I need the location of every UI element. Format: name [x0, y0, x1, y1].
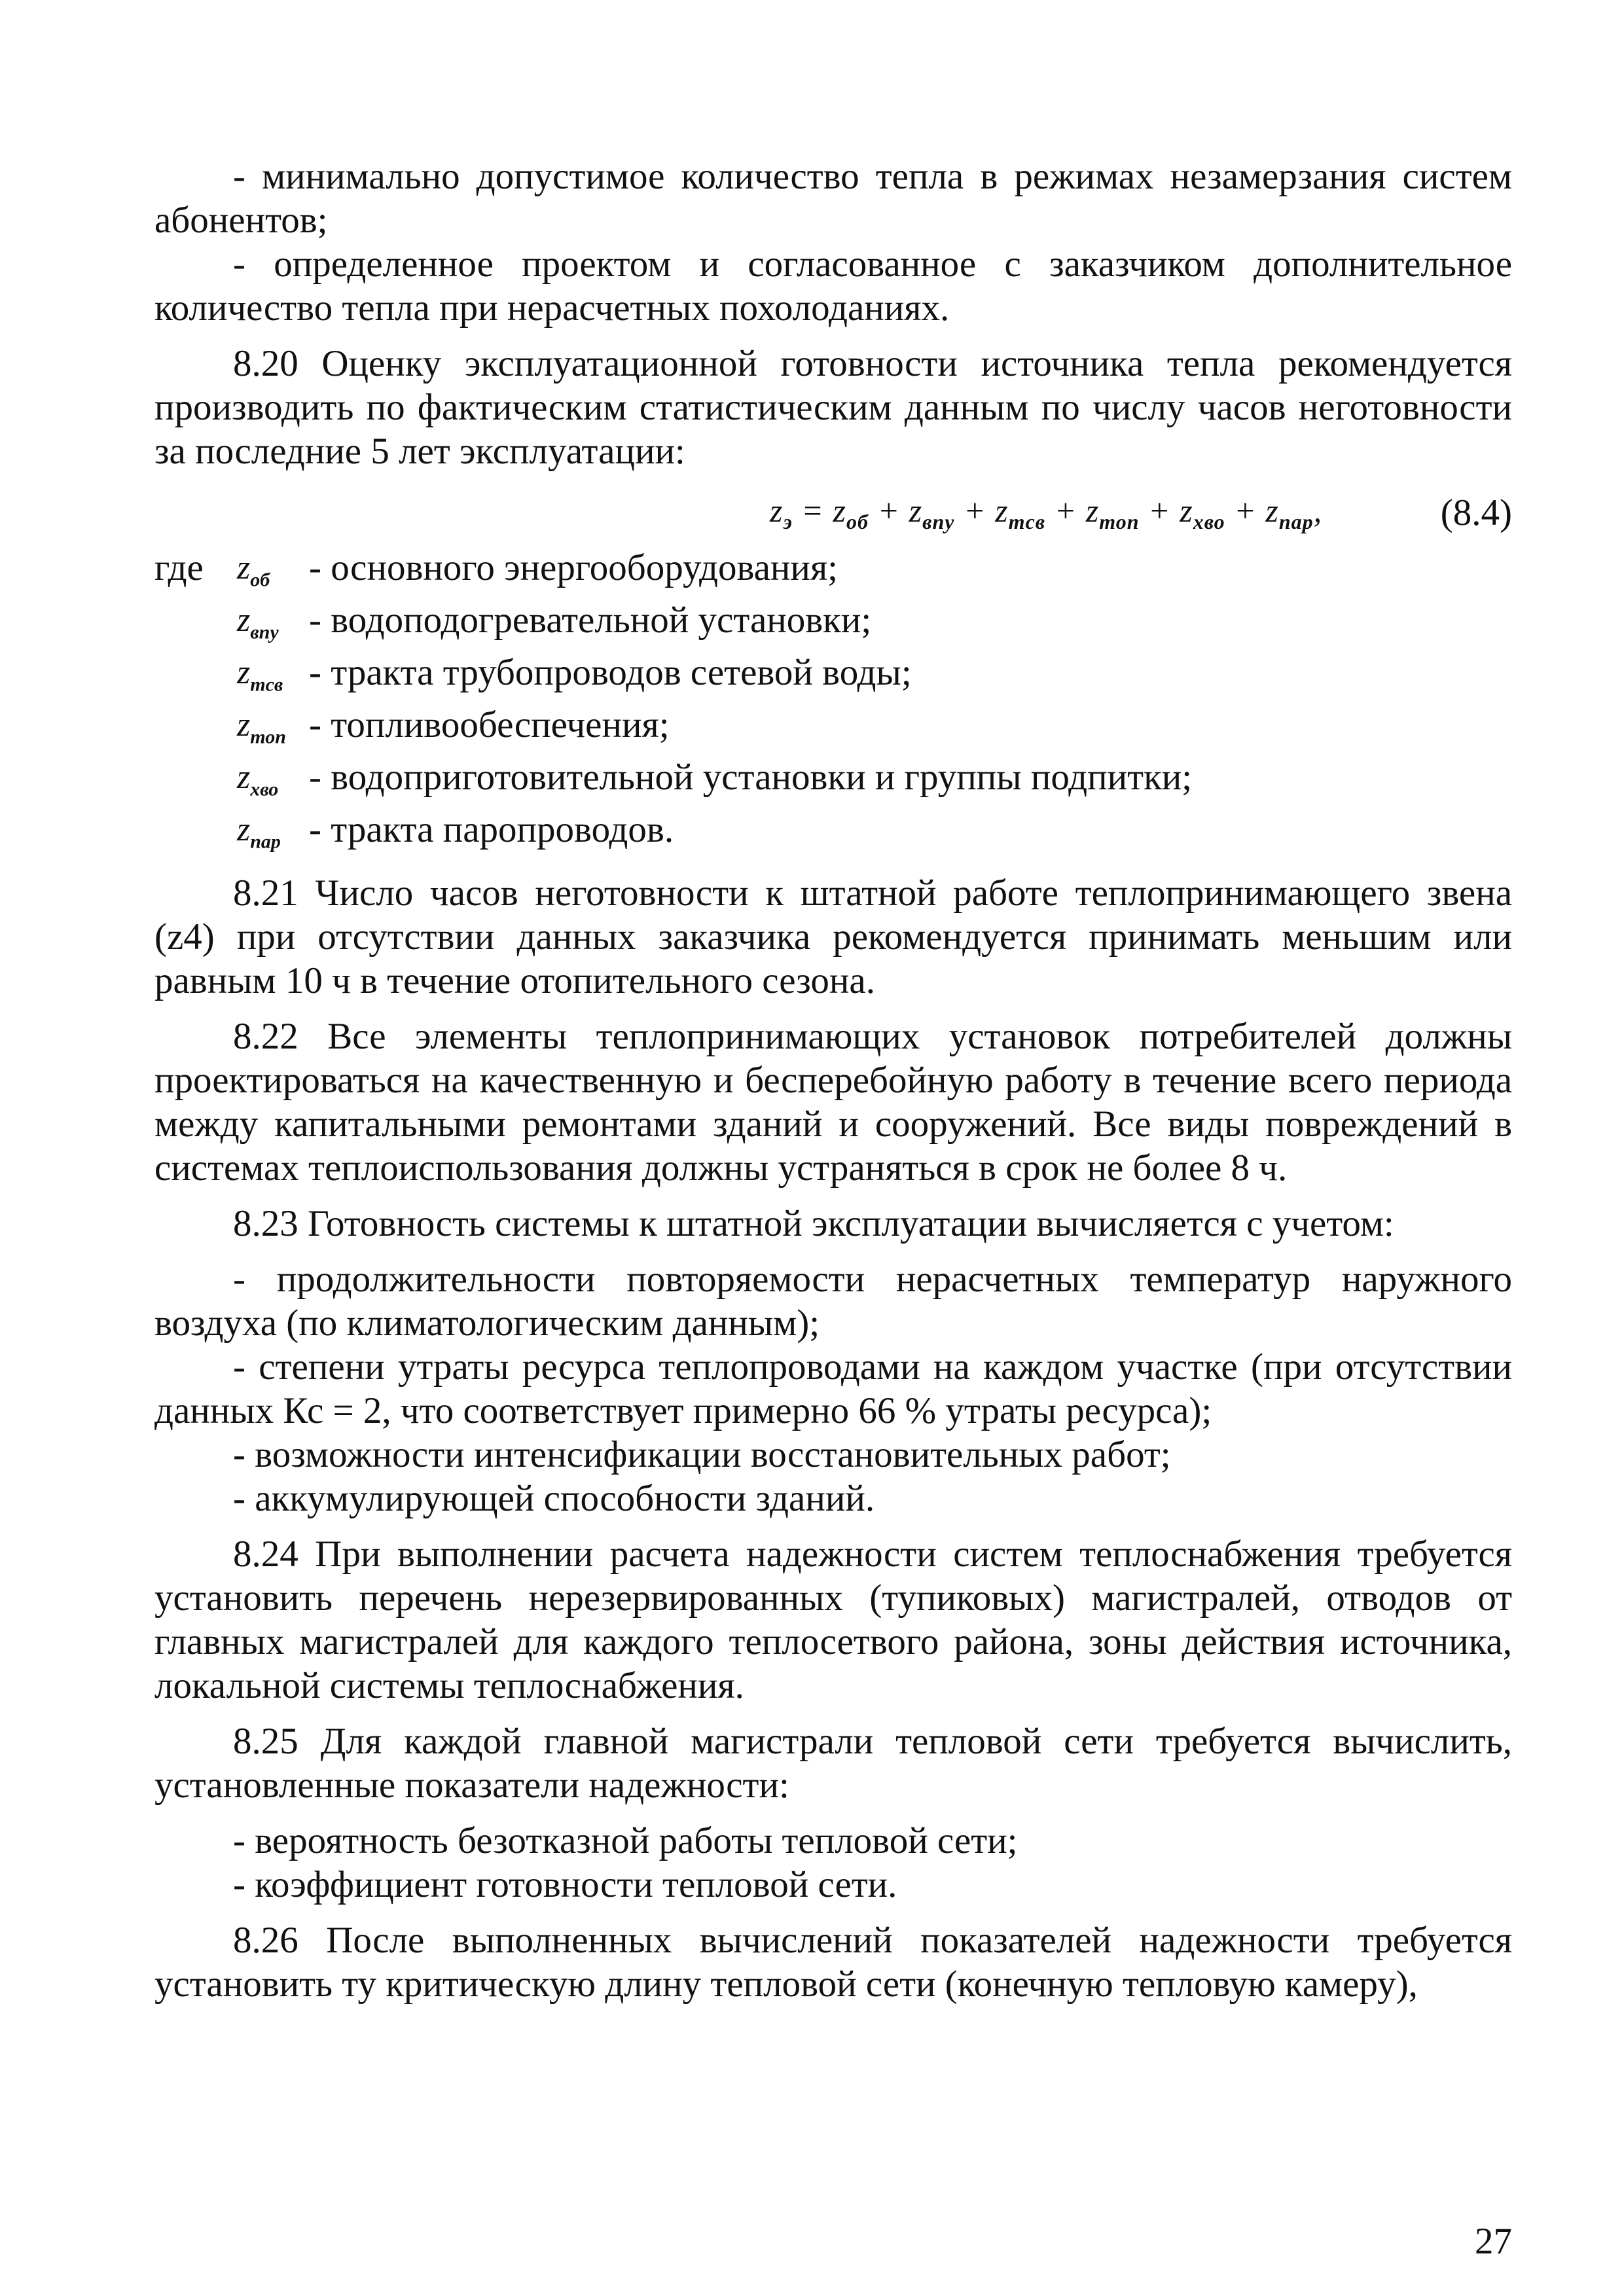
- definition-row: [154, 650, 1512, 702]
- list-item: - коэффициент готовности тепловой сети.: [233, 1864, 897, 1905]
- paragraph-8-24: 8.24 При выполнении расчета надежности систем теплоснабжения требуется установить перечень нерезервированных (тупиковых) магистралей, отводов от главных магистралей для каждого теплосетвого района, зоны действия источника, локальной системы теплоснабжения.: [154, 1534, 1512, 1706]
- list-item-additional-heat: - определенное проектом и согласованное с заказчиком дополнительное количество тепла при нерасчетных похолоданиях.: [154, 243, 1512, 329]
- definition-row: [154, 807, 1512, 859]
- definition-text: - тракта паропроводов.: [309, 809, 674, 850]
- paragraph-8-21: 8.21 Число часов неготовности к штатной работе теплопринимающего звена (z4) при отсутствии данных заказчика рекомендуется принимать меньшим или равным 10 ч в течение отопительного сезона.: [154, 872, 1512, 1001]
- paragraph-8-26: 8.26 После выполненных вычислений показателей надежности требуется установить ту критическую длину тепловой сети (конечную тепловую камеру),: [154, 1920, 1512, 2005]
- definition-symbol: $z_{топ}$: [237, 706, 286, 748]
- list-item: - степени утраты ресурса теплопроводами на каждом участке (при отсутствии данных Кс = 2, что соответствует примерно 66 % утраты ресурса);: [154, 1346, 1512, 1431]
- definition-symbol: $z_{пар}$: [237, 811, 281, 853]
- list-item: - продолжительности повторяемости нерасчетных температур наружного воздуха (по климатологическим данным);: [154, 1259, 1512, 1344]
- definition-symbol: $z_{об}$: [237, 549, 270, 591]
- equation-number: (8.4): [1440, 492, 1512, 533]
- definition-row: [154, 598, 1512, 650]
- definition-text: - тракта трубопроводов сетевой воды;: [309, 652, 912, 693]
- where-label: где: [154, 547, 204, 588]
- list-item: - вероятность безотказной работы тепловой сети;: [233, 1820, 1018, 1861]
- list-item: - аккумулирующей способности зданий.: [233, 1478, 875, 1519]
- definition-row: [154, 755, 1512, 807]
- definitions-list: [154, 545, 1512, 859]
- paragraph-8-20: 8.20 Оценку эксплуатационной готовности источника тепла рекомендуется производить по фактическим статистическим данным по числу часов неготовности за последние 5 лет эксплуатации:: [154, 343, 1512, 472]
- definition-symbol: $z_{хво}$: [237, 759, 279, 800]
- page-number: 27: [1475, 2221, 1512, 2262]
- list-item: - возможности интенсификации восстановительных работ;: [233, 1434, 1171, 1475]
- paragraph-8-25: 8.25 Для каждой главной магистрали тепловой сети требуется вычислить, установленные показатели надежности:: [154, 1721, 1512, 1806]
- definition-row: [154, 545, 1512, 598]
- formula-expression: $z_э = z_{об} + z_{впу} + z_{тсв} + z_{топ} + z_{хво} + z_{пар}$,: [770, 492, 1323, 533]
- list-item-min-heat: - минимально допустимое количество тепла в режимах незамерзания систем абонентов;: [154, 156, 1512, 241]
- definition-text: - водоподогревательной установки;: [309, 600, 872, 641]
- definition-symbol: $z_{впу}$: [237, 601, 279, 643]
- paragraph-8-23: 8.23 Готовность системы к штатной эксплуатации вычисляется с учетом:: [233, 1203, 1394, 1244]
- definition-text: - основного энергооборудования;: [309, 547, 838, 588]
- definition-row: [154, 702, 1512, 755]
- definition-symbol: $z_{тсв}$: [237, 654, 283, 696]
- document-page: [154, 154, 1512, 2006]
- formula-8-4: [154, 486, 1512, 549]
- definition-text: - водоприготовительной установки и группы подпитки;: [309, 757, 1193, 798]
- paragraph-8-22: 8.22 Все элементы теплопринимающих установок потребителей должны проектироваться на качественную и бесперебойную работу в течение всего периода между капитальными ремонтами зданий и сооружений. Все виды повреждений в системах теплоиспользования должны устраняться в срок не более 8 ч.: [154, 1016, 1512, 1189]
- definition-text: - топливообеспечения;: [309, 704, 670, 745]
